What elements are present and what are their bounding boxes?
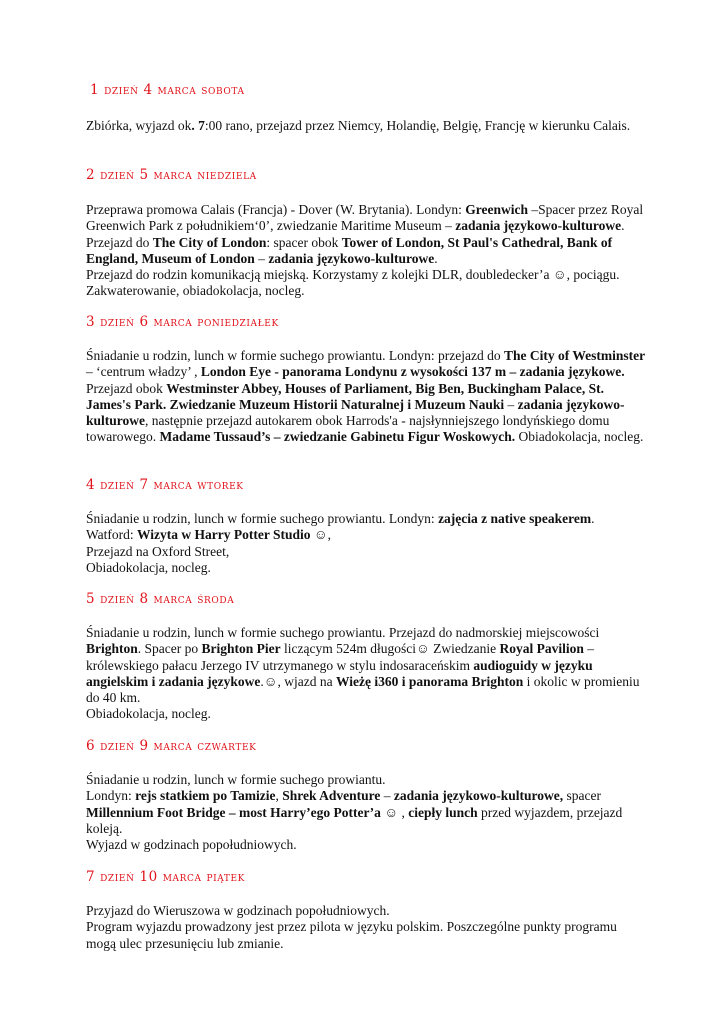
paragraph — [86, 267, 646, 300]
text-run: Obiadokolacja, nocleg. — [86, 706, 211, 722]
text-run: Śniadanie u rodzin, lunch w formie suchego prowiantu. Przejazd do nadmorskiej miejscowości — [86, 625, 600, 640]
day-section-3 — [86, 314, 646, 445]
paragraph — [86, 511, 646, 527]
day-heading: 4 dzień 7 marca wtorek — [86, 477, 244, 493]
day-section-1 — [86, 82, 646, 133]
bold-text: zadania językowo-kulturowe — [455, 218, 622, 234]
bold-text: Greenwich — [465, 202, 529, 217]
paragraph — [86, 788, 646, 837]
paragraph — [86, 772, 646, 788]
bold-text: zadania językowo-kulturowe — [268, 250, 435, 266]
paragraph — [86, 625, 646, 706]
day-section-7 — [86, 869, 646, 951]
bold-text: rejs statkiem po Tamizie — [135, 788, 276, 804]
text-run: Śniadanie u rodzin, lunch w formie suchego prowiantu. — [86, 772, 386, 787]
paragraph — [86, 919, 646, 952]
text-run: Watford: — [86, 527, 138, 543]
text-run: Program wyjazdu prowadzony jest przez pilota w języku polskim. Poszczególne punkty programu mogą ulec przesunięciu lub zmianie. — [86, 919, 617, 951]
bold-text: Brighton Pier — [201, 641, 281, 657]
text-run: Obiadokolacja, nocleg. — [515, 429, 644, 445]
bold-text: zadania językowo-kulturowe — [86, 396, 625, 429]
paragraph — [86, 202, 646, 267]
paragraph — [86, 706, 646, 722]
bold-text: Tower of London, St Paul's Cathedral, Bank of England, Museum of London — [86, 234, 613, 266]
bold-text: zajęcia z native speakerem — [438, 511, 592, 526]
text-run: – — [254, 250, 269, 266]
bold-text: ciepły lunch — [408, 804, 478, 820]
day-heading: 6 dzień 9 marca czwartek — [86, 738, 257, 754]
bold-text: Wieżę i360 i panorama Brighton — [336, 673, 524, 689]
text-run: ☺, — [310, 527, 332, 543]
text-run: :00 rano, przejazd przez Niemcy, Holandię, Belgię, Francję w kierunku Calais. — [204, 118, 631, 133]
text-run: Przeprawa promowa Calais (Francja) - Dover (W. Brytania). Londyn: — [86, 202, 466, 217]
text-run: Przejazd na Oxford Street, — [86, 543, 230, 559]
text-run: . — [434, 250, 438, 266]
text-run: przed wyjazdem, przejazd koleją. — [86, 804, 623, 836]
day-description — [86, 625, 646, 723]
day-section-4 — [86, 477, 646, 575]
bold-text: Wizyta w Harry Potter Studio — [137, 527, 311, 543]
day-description — [86, 511, 646, 576]
text-run: Przyjazd do Wieruszowa w godzinach popołudniowych. — [86, 903, 390, 918]
text-run: Śniadanie u rodzin, lunch w formie suchego prowiantu. Londyn: przejazd do — [86, 348, 505, 363]
day-heading: 7 dzień 10 marca piątek — [86, 869, 245, 885]
text-run: – — [380, 788, 394, 804]
bold-text: audioguidy w języku angielskim i zadania językowe — [86, 657, 593, 689]
day-heading: 2 dzień 5 marca niedziela — [86, 167, 257, 183]
text-run: –Spacer przez Royal Greenwich Park z południkiem‘0’, zwiedzanie Maritime Museum – — [86, 202, 644, 234]
bold-text: zadania językowo-kulturowe, — [393, 788, 564, 804]
day-description — [86, 118, 646, 134]
bold-text: Royal Pavilion — [499, 641, 584, 657]
paragraph — [86, 348, 646, 446]
day-heading: 1 dzień 4 marca sobota — [90, 82, 245, 98]
paragraph — [86, 560, 646, 576]
day-description — [86, 348, 646, 446]
text-run: . — [591, 511, 595, 526]
text-run: , następnie przejazd autokarem obok Harrods'a - najsłynniejszego londyńskiego domu towarowego. — [86, 413, 610, 445]
day-section-6 — [86, 738, 646, 853]
bold-text: Westminster Abbey, Houses of Parliament, Big Ben, Buckingham Palace, St. James's Park. Zwiedzanie Muzeum Historii Naturalnej i Muzeum Nauki — [86, 380, 604, 412]
bold-text: The City of London — [152, 234, 267, 250]
bold-text: Brighton — [86, 641, 138, 657]
text-run: Wyjazd w godzinach popołudniowych. — [86, 837, 297, 853]
day-description — [86, 202, 646, 300]
text-run: . Spacer po — [137, 641, 202, 657]
text-run: liczącym 524m długości☺ Zwiedzanie — [280, 641, 500, 657]
text-run: Śniadanie u rodzin, lunch w formie suchego prowiantu. Londyn: — [86, 511, 439, 526]
text-run: – — [504, 396, 518, 412]
text-run: Przejazd obok — [86, 380, 167, 396]
paragraph — [86, 837, 646, 853]
text-run: i okolic w promieniu do 40 km. — [86, 673, 640, 706]
day-heading: 5 dzień 8 marca środa — [86, 591, 235, 607]
text-run: , — [275, 788, 283, 804]
text-run: – królewskiego pałacu Jerzego IV utrzymanego w stylu indosaraceńskim — [86, 641, 594, 673]
text-run: spacer — [563, 788, 602, 804]
bold-text: Millennium Foot Bridge – most Harry’ego Potter’a — [86, 804, 381, 820]
text-run: Przejazd do rodzin komunikacją miejską. Korzystamy z kolejki DLR, doubledecker’a ☺, pociągu. Zakwaterowanie, obiadokolacja, nocleg. — [86, 267, 620, 299]
bold-text: The City of Westminster — [504, 348, 646, 363]
text-run: Zbiórka, wyjazd ok — [86, 118, 192, 133]
text-run: . Przejazd do — [86, 218, 625, 250]
day-section-2 — [86, 167, 646, 299]
text-run: : spacer obok — [266, 234, 342, 250]
bold-text: London Eye - panorama Londynu z wysokości 137 m – zadania językowe. — [200, 364, 625, 380]
text-run: .☺, wjazd na — [260, 673, 337, 689]
paragraph — [86, 118, 646, 134]
bold-text: . 7 — [191, 118, 205, 133]
paragraph — [86, 527, 646, 543]
text-run: Obiadokolacja, nocleg. — [86, 559, 211, 575]
paragraph — [86, 544, 646, 560]
day-heading: 3 dzień 6 marca poniedziałek — [86, 314, 279, 330]
bold-text: Shrek Adventure — [282, 788, 381, 804]
text-run: – ‘centrum władzy’ , — [86, 364, 201, 380]
text-run: Londyn: — [86, 788, 136, 804]
day-section-5 — [86, 591, 646, 722]
paragraph — [86, 903, 646, 919]
text-run: ☺ , — [380, 804, 409, 820]
bold-text: Madame Tussaud’s – zwiedzanie Gabinetu Figur Woskowych. — [159, 429, 516, 445]
day-description — [86, 772, 646, 853]
day-description — [86, 903, 646, 952]
